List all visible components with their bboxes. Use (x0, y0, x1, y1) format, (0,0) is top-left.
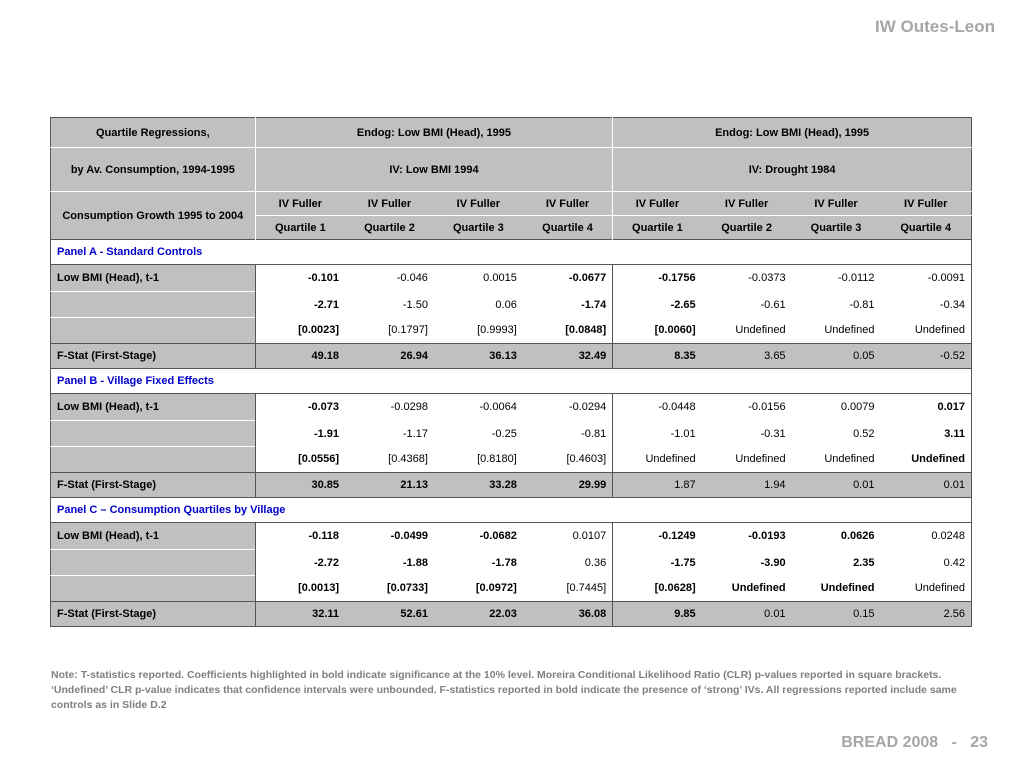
header-cell: Quartile Regressions, (51, 118, 256, 148)
table-cell: -0.0091 (880, 265, 971, 292)
header-row-2 (51, 148, 972, 192)
table-cell: -1.88 (345, 550, 434, 576)
fstat-row (51, 344, 972, 369)
fstat-cell: 0.01 (792, 473, 881, 498)
quartile-cell: Quartile 4 (880, 216, 971, 240)
table-cell: -0.0294 (523, 394, 613, 421)
header-cell: IV: Drought 1984 (613, 148, 972, 192)
table-cell: Undefined (792, 447, 881, 473)
fstat-cell: 2.56 (880, 602, 971, 627)
footnote: Note: T-statistics reported. Coefficients highlighted in bold indicate significance at the 10% level. Moreira Conditional Likelihood Ratio (CLR) p-values reported in square brackets. ‘Undefined’ CLR p-value indicates that confidence intervals were unbounded. F-statistics reported in bold indicate the presence of ‘strong’ IVs. All regressions reported include same controls as in Slide D.2 (51, 669, 957, 711)
table-cell: -0.0677 (523, 265, 613, 292)
tstat-row (51, 292, 972, 318)
row-label-blank (51, 318, 256, 344)
coefficient-row (51, 523, 972, 550)
table-cell: -1.78 (434, 550, 523, 576)
table-cell: -0.0064 (434, 394, 523, 421)
pvalue-row (51, 318, 972, 344)
table-cell: [0.0628] (613, 576, 702, 602)
table-cell: [0.0972] (434, 576, 523, 602)
table-cell: 0.06 (434, 292, 523, 318)
fstat-cell: 1.87 (613, 473, 702, 498)
tstat-row (51, 550, 972, 576)
table-cell: -0.81 (523, 421, 613, 447)
table-cell: -3.90 (702, 550, 792, 576)
table-cell: Undefined (792, 318, 881, 344)
panel-title-row (51, 498, 972, 523)
estimator-cell: IV Fuller (613, 192, 702, 216)
table-cell: -1.01 (613, 421, 702, 447)
table-cell: -1.50 (345, 292, 434, 318)
fstat-cell: 9.85 (613, 602, 702, 627)
estimator-cell: IV Fuller (255, 192, 345, 216)
table-cell: [0.0060] (613, 318, 702, 344)
table-cell: 0.0079 (792, 394, 881, 421)
header-cell: IV: Low BMI 1994 (255, 148, 613, 192)
page-number: 23 (970, 734, 988, 751)
fstat-cell: 0.01 (880, 473, 971, 498)
row-label-blank (51, 292, 256, 318)
panel-title-row (51, 369, 972, 394)
row-label-blank (51, 421, 256, 447)
fstat-cell: 36.08 (523, 602, 613, 627)
quartile-cell: Quartile 3 (434, 216, 523, 240)
table-cell: Undefined (880, 318, 971, 344)
table-cell: -0.34 (880, 292, 971, 318)
estimator-row (51, 192, 972, 216)
table-cell: Undefined (702, 318, 792, 344)
table-cell: -0.073 (255, 394, 345, 421)
table-cell: Undefined (613, 447, 702, 473)
estimator-cell: IV Fuller (792, 192, 881, 216)
row-label-blank (51, 550, 256, 576)
fstat-cell: 0.05 (792, 344, 881, 369)
row-label: F-Stat (First-Stage) (51, 602, 256, 627)
table-cell: 2.35 (792, 550, 881, 576)
row-label: Low BMI (Head), t-1 (51, 394, 256, 421)
table-cell: [0.0848] (523, 318, 613, 344)
regression-table (50, 117, 972, 627)
table-cell: Undefined (880, 447, 971, 473)
estimator-cell: IV Fuller (523, 192, 613, 216)
row-label-blank (51, 447, 256, 473)
table-cell: -0.81 (792, 292, 881, 318)
table-cell: [0.9993] (434, 318, 523, 344)
panel-title: Panel C – Consumption Quartiles by Village (51, 498, 972, 523)
table-cell: -0.0373 (702, 265, 792, 292)
estimator-cell: IV Fuller (345, 192, 434, 216)
table-cell: 0.36 (523, 550, 613, 576)
table-cell: Undefined (702, 447, 792, 473)
table-cell: 3.11 (880, 421, 971, 447)
quartile-cell: Quartile 4 (523, 216, 613, 240)
header-cell: Endog: Low BMI (Head), 1995 (613, 118, 972, 148)
table-cell: -2.65 (613, 292, 702, 318)
table-cell: -0.118 (255, 523, 345, 550)
table-cell: 0.0248 (880, 523, 971, 550)
table-cell: -0.0499 (345, 523, 434, 550)
fstat-cell: 33.28 (434, 473, 523, 498)
panel-title: Panel B - Village Fixed Effects (51, 369, 972, 394)
table-cell: -0.61 (702, 292, 792, 318)
table-cell: -1.91 (255, 421, 345, 447)
quartile-cell: Quartile 1 (255, 216, 345, 240)
panel-title-row (51, 240, 972, 265)
table-cell: -0.25 (434, 421, 523, 447)
table-cell: Undefined (702, 576, 792, 602)
coefficient-row (51, 265, 972, 292)
table-cell: [0.0733] (345, 576, 434, 602)
table-cell: -0.0156 (702, 394, 792, 421)
table-cell: -0.0112 (792, 265, 881, 292)
table-cell: 0.42 (880, 550, 971, 576)
fstat-cell: 22.03 (434, 602, 523, 627)
table-cell: [0.1797] (345, 318, 434, 344)
fstat-cell: 1.94 (702, 473, 792, 498)
table-cell: -0.1756 (613, 265, 702, 292)
table-body (51, 240, 972, 627)
fstat-cell: 3.65 (702, 344, 792, 369)
coefficient-row (51, 394, 972, 421)
fstat-cell: 32.49 (523, 344, 613, 369)
table-cell: -1.75 (613, 550, 702, 576)
table-cell: Undefined (792, 576, 881, 602)
fstat-cell: 30.85 (255, 473, 345, 498)
table-cell: -0.31 (702, 421, 792, 447)
fstat-cell: 21.13 (345, 473, 434, 498)
panel-title: Panel A - Standard Controls (51, 240, 972, 265)
quartile-cell: Quartile 3 (792, 216, 881, 240)
quartile-cell: Quartile 2 (345, 216, 434, 240)
slide-title: IW Outes-Leon (875, 17, 995, 36)
header-row-1 (51, 118, 972, 148)
fstat-cell: 32.11 (255, 602, 345, 627)
pvalue-row (51, 576, 972, 602)
row-label-blank (51, 576, 256, 602)
table-cell: [0.8180] (434, 447, 523, 473)
pvalue-row (51, 447, 972, 473)
footer-separator: - (951, 734, 957, 751)
table-cell: 0.0107 (523, 523, 613, 550)
fstat-cell: -0.52 (880, 344, 971, 369)
quartile-cell: Quartile 1 (613, 216, 702, 240)
table-cell: -0.1249 (613, 523, 702, 550)
table-cell: -2.71 (255, 292, 345, 318)
table-cell: -0.0682 (434, 523, 523, 550)
fstat-cell: 0.15 (792, 602, 881, 627)
quartile-cell: Quartile 2 (702, 216, 792, 240)
dependent-variable-label: Consumption Growth 1995 to 2004 (51, 192, 256, 240)
table-cell: [0.7445] (523, 576, 613, 602)
table-cell: [0.0013] (255, 576, 345, 602)
row-label: Low BMI (Head), t-1 (51, 523, 256, 550)
table-cell: -0.0298 (345, 394, 434, 421)
table-cell: [0.4368] (345, 447, 434, 473)
table-cell: 0.0015 (434, 265, 523, 292)
estimator-cell: IV Fuller (434, 192, 523, 216)
row-label: F-Stat (First-Stage) (51, 344, 256, 369)
table-cell: 0.0626 (792, 523, 881, 550)
fstat-row (51, 602, 972, 627)
table-cell: -1.17 (345, 421, 434, 447)
table-cell: 0.017 (880, 394, 971, 421)
fstat-cell: 0.01 (702, 602, 792, 627)
estimator-cell: IV Fuller (880, 192, 971, 216)
header-cell: by Av. Consumption, 1994-1995 (51, 148, 256, 192)
tstat-row (51, 421, 972, 447)
header-cell: Endog: Low BMI (Head), 1995 (255, 118, 613, 148)
fstat-cell: 8.35 (613, 344, 702, 369)
fstat-cell: 29.99 (523, 473, 613, 498)
table-cell: -0.101 (255, 265, 345, 292)
slide-footer (841, 734, 988, 752)
table-cell: Undefined (880, 576, 971, 602)
fstat-cell: 49.18 (255, 344, 345, 369)
fstat-cell: 36.13 (434, 344, 523, 369)
table-cell: [0.0023] (255, 318, 345, 344)
estimator-cell: IV Fuller (702, 192, 792, 216)
fstat-cell: 52.61 (345, 602, 434, 627)
table-cell: 0.52 (792, 421, 881, 447)
table-cell: -2.72 (255, 550, 345, 576)
row-label: F-Stat (First-Stage) (51, 473, 256, 498)
table-cell: -0.0448 (613, 394, 702, 421)
fstat-row (51, 473, 972, 498)
table-cell: -0.046 (345, 265, 434, 292)
row-label: Low BMI (Head), t-1 (51, 265, 256, 292)
footer-label: BREAD 2008 (841, 734, 939, 751)
table-cell: -1.74 (523, 292, 613, 318)
table-cell: [0.0556] (255, 447, 345, 473)
fstat-cell: 26.94 (345, 344, 434, 369)
table-cell: [0.4603] (523, 447, 613, 473)
table-cell: -0.0193 (702, 523, 792, 550)
